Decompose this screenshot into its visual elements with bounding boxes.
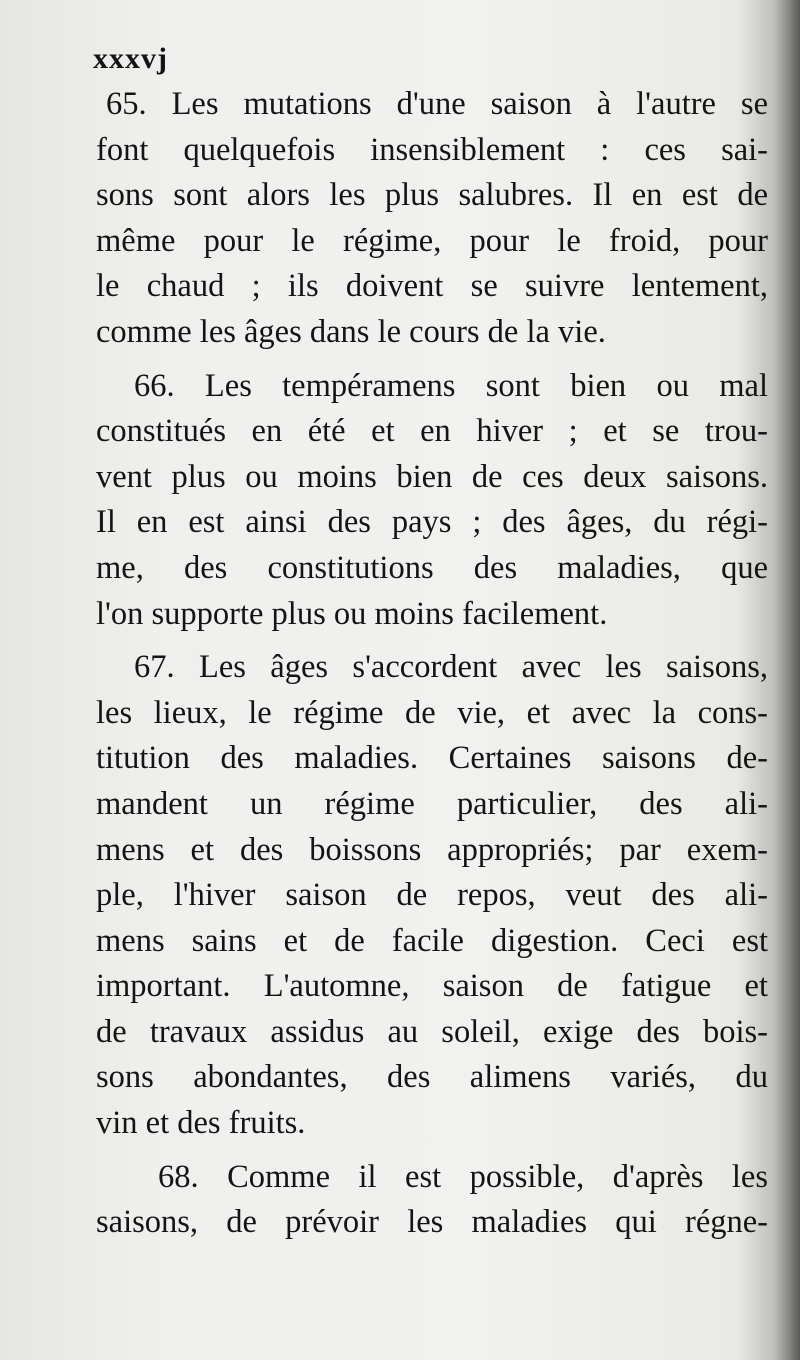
paragraph-67-line-2: les lieux, le régime de vie, et avec la cons- — [96, 694, 768, 731]
paragraph-67-line-8: important. L'automne, saison de fatigue et — [96, 968, 768, 1005]
paragraph-68-line-2: saisons, de prévoir les maladies qui régne- — [96, 1204, 768, 1241]
paragraph-67-line-5: mens et des boissons appropriés; par exem- — [96, 831, 768, 868]
paragraph-65-line-6: comme les âges dans le cours de la vie. — [96, 313, 606, 350]
paragraph-66-line-2: constitués en été et en hiver ; et se trou- — [96, 413, 768, 450]
page-number: xxxvj — [93, 42, 168, 75]
paragraph-67-line-9: de travaux assidus au soleil, exige des bois- — [96, 1013, 768, 1050]
paragraph-66-line-5: me, des constitutions des maladies, que — [96, 549, 768, 586]
paragraph-67-line-4: mandent un régime particulier, des ali- — [96, 785, 768, 822]
paragraph-66-line-1: 66. Les tempéramens sont bien ou mal — [134, 367, 768, 404]
paragraph-67-line-11: vin et des fruits. — [96, 1105, 306, 1142]
paragraph-67-line-1: 67. Les âges s'accordent avec les saisons, — [134, 649, 768, 686]
paragraph-66-line-6: l'on supporte plus ou moins facilement. — [96, 595, 608, 632]
paragraph-67-line-10: sons abondantes, des alimens variés, du — [96, 1059, 768, 1096]
paragraph-65-line-4: même pour le régime, pour le froid, pour — [96, 222, 768, 259]
paragraph-67-line-3: titution des maladies. Certaines saisons de- — [96, 740, 768, 777]
paragraph-66-line-4: Il en est ainsi des pays ; des âges, du régi- — [96, 504, 768, 541]
paragraph-65-line-2: font quelquefois insensiblement : ces sai- — [96, 131, 768, 168]
paragraph-66-line-3: vent plus ou moins bien de ces deux saisons. — [96, 458, 768, 495]
paragraph-67-line-7: mens sains et de facile digestion. Ceci est — [96, 922, 768, 959]
page-edge-shadow — [774, 0, 800, 1360]
body-text — [96, 82, 768, 1246]
paragraph-65-line-1: 65. Les mutations d'une saison à l'autre se — [106, 86, 768, 122]
paragraph-65-line-3: sons sont alors les plus salubres. Il en est de — [96, 177, 768, 214]
paragraph-68-line-1: 68. Comme il est possible, d'après les — [158, 1158, 768, 1195]
paragraph-65-line-5: le chaud ; ils doivent se suivre lentement, — [96, 268, 768, 305]
paragraph-67-line-6: ple, l'hiver saison de repos, veut des ali- — [96, 877, 768, 914]
